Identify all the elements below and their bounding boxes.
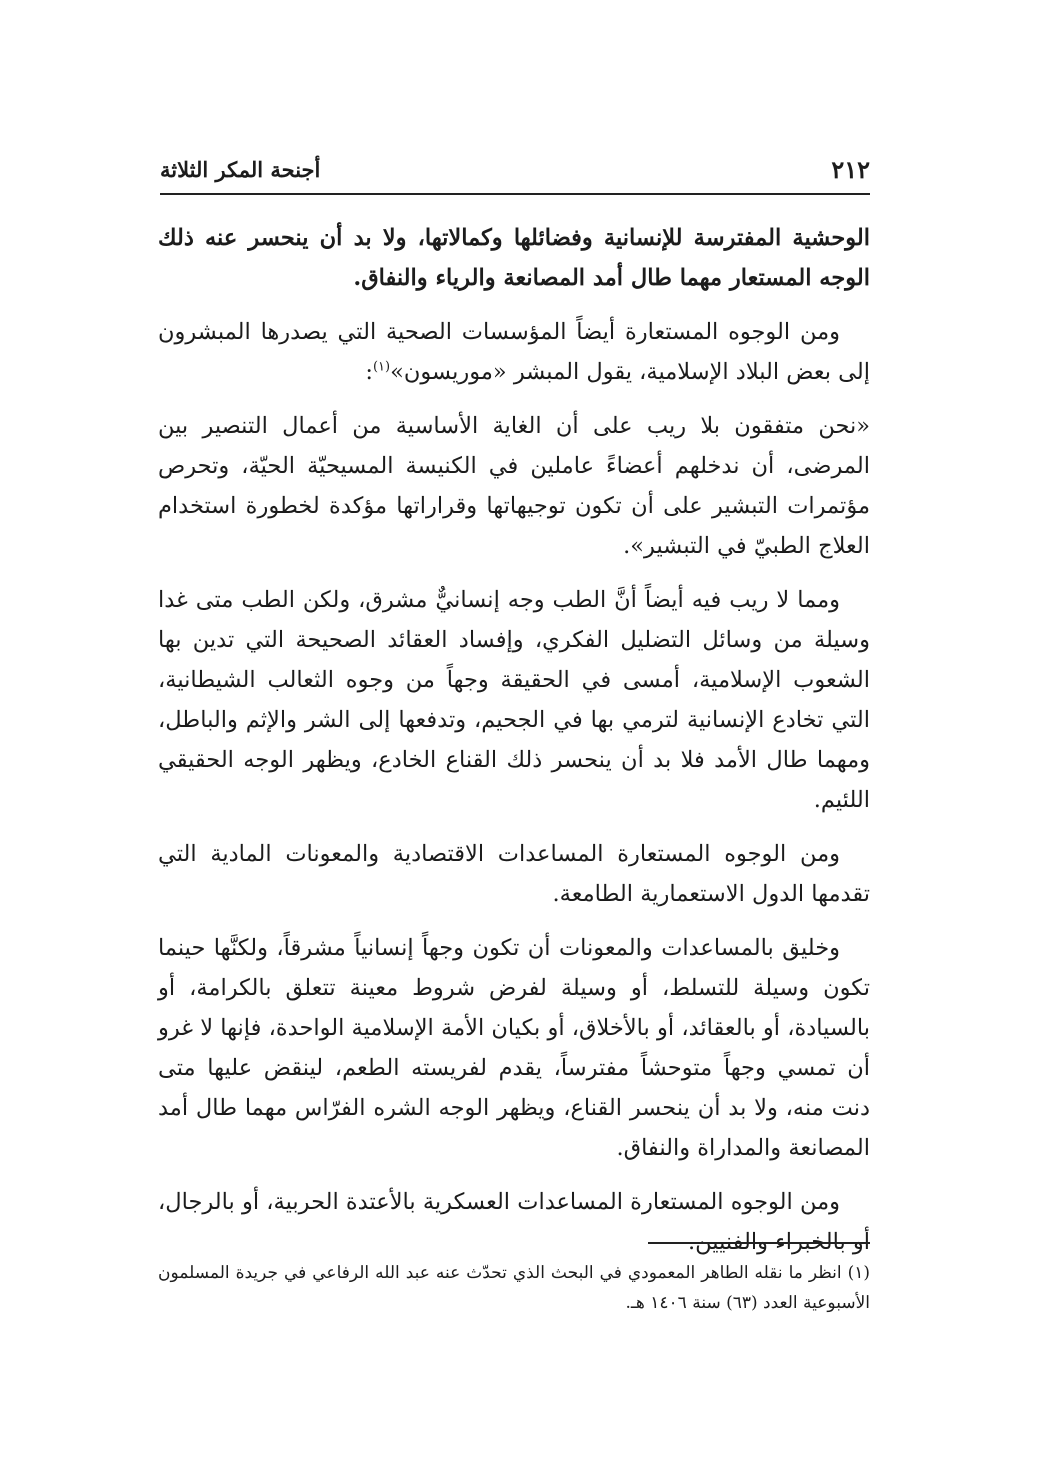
paragraph-text: وخليق بالمساعدات والمعونات أن تكون وجهاً إنسانياً مشرقاً، ولكنَّها حينما تكون وسيلة للتسلط، أو وسيلة لفرض شروط معينة تتعلق بالكرامة، أو بالسيادة، أو بالعقائد، أو بالأخلاق، أو بكيان الأمة الإسلامية الواحدة، فإنها لا غرو أن تمسي وجهاً متوحشاً مفترساً، يقدم لفريسته الطعم، لينقض عليها متى دنت منه، ولا بد أن ينحسر القناع، ويظهر الوجه الشره الفرّاس مهما طال أمد المصانعة والمداراة والنفاق. — [158, 935, 870, 1161]
paragraph — [158, 928, 870, 1168]
paragraph — [158, 218, 870, 298]
page-header — [160, 155, 870, 191]
quote-paragraph — [158, 406, 870, 566]
paragraph-text: ومن الوجوه المستعارة المساعدات الاقتصادية والمعونات المادية التي تقدمها الدول الاستعمارية الطامعة. — [158, 841, 870, 907]
paragraph-text: ومما لا ريب فيه أيضاً أنَّ الطب وجه إنسانيٌّ مشرق، ولكن الطب متى غدا وسيلة من وسائل التضليل الفكري، وإفساد العقائد الصحيحة التي تدين بها الشعوب الإسلامية، أمسى في الحقيقة وجهاً من وجوه الثعالب الشيطانية، التي تخادع الإنسانية لترمي بها في الجحيم، وتدفعها إلى الشر والإثم والباطل، ومهما طال الأمد فلا بد أن ينحسر ذلك القناع الخادع، ويظهر الوجه الحقيقي اللئيم. — [158, 587, 870, 813]
header-rule — [160, 193, 870, 195]
paragraph — [158, 312, 870, 392]
paragraph-text: «نحن متفقون بلا ريب على أن الغاية الأساسية من أعمال التنصير بين المرضى، أن ندخلهم أعضاءً عاملين في الكنيسة المسيحيّة الحيّة، وتحرص مؤتمرات التبشير على أن تكون توجيهاتها وقراراتها مؤكدة لخطورة استخدام العلاج الطبيّ في التبشير». — [158, 413, 870, 559]
footnote-rule — [648, 1242, 870, 1244]
page-body — [158, 218, 870, 1276]
footnote-text: (١) انظر ما نقله الطاهر المعمودي في البحث الذي تحدّث عنه عبد الله الرفاعي في جريدة المسلمون الأسبوعية العدد (٦٣) سنة ١٤٠٦ هـ. — [158, 1263, 870, 1313]
running-title: أجنحة المكر الثلاثة — [160, 157, 321, 182]
footnotes — [158, 1258, 870, 1318]
paragraph — [158, 1182, 870, 1262]
paragraph — [158, 834, 870, 914]
paragraph-text: ومن الوجوه المستعارة المساعدات العسكرية بالأعتدة الحربية، أو بالرجال، أو بالخبراء والفنيين. — [158, 1189, 870, 1255]
paragraph-text: الوحشية المفترسة للإنسانية وفضائلها وكمالاتها، ولا بد أن ينحسر عنه ذلك الوجه المستعار مهما طال أمد المصانعة والرياء والنفاق. — [158, 225, 870, 291]
footnote-reference: (١) — [372, 359, 391, 375]
paragraph-tail: : — [365, 359, 373, 385]
paragraph — [158, 580, 870, 820]
page-number: ٢١٢ — [831, 155, 870, 184]
footnote — [158, 1258, 870, 1318]
paragraph-text: ومن الوجوه المستعارة أيضاً المؤسسات الصحية التي يصدرها المبشرون إلى بعض البلاد الإسلامية، يقول المبشر «موريسون» — [158, 319, 870, 385]
